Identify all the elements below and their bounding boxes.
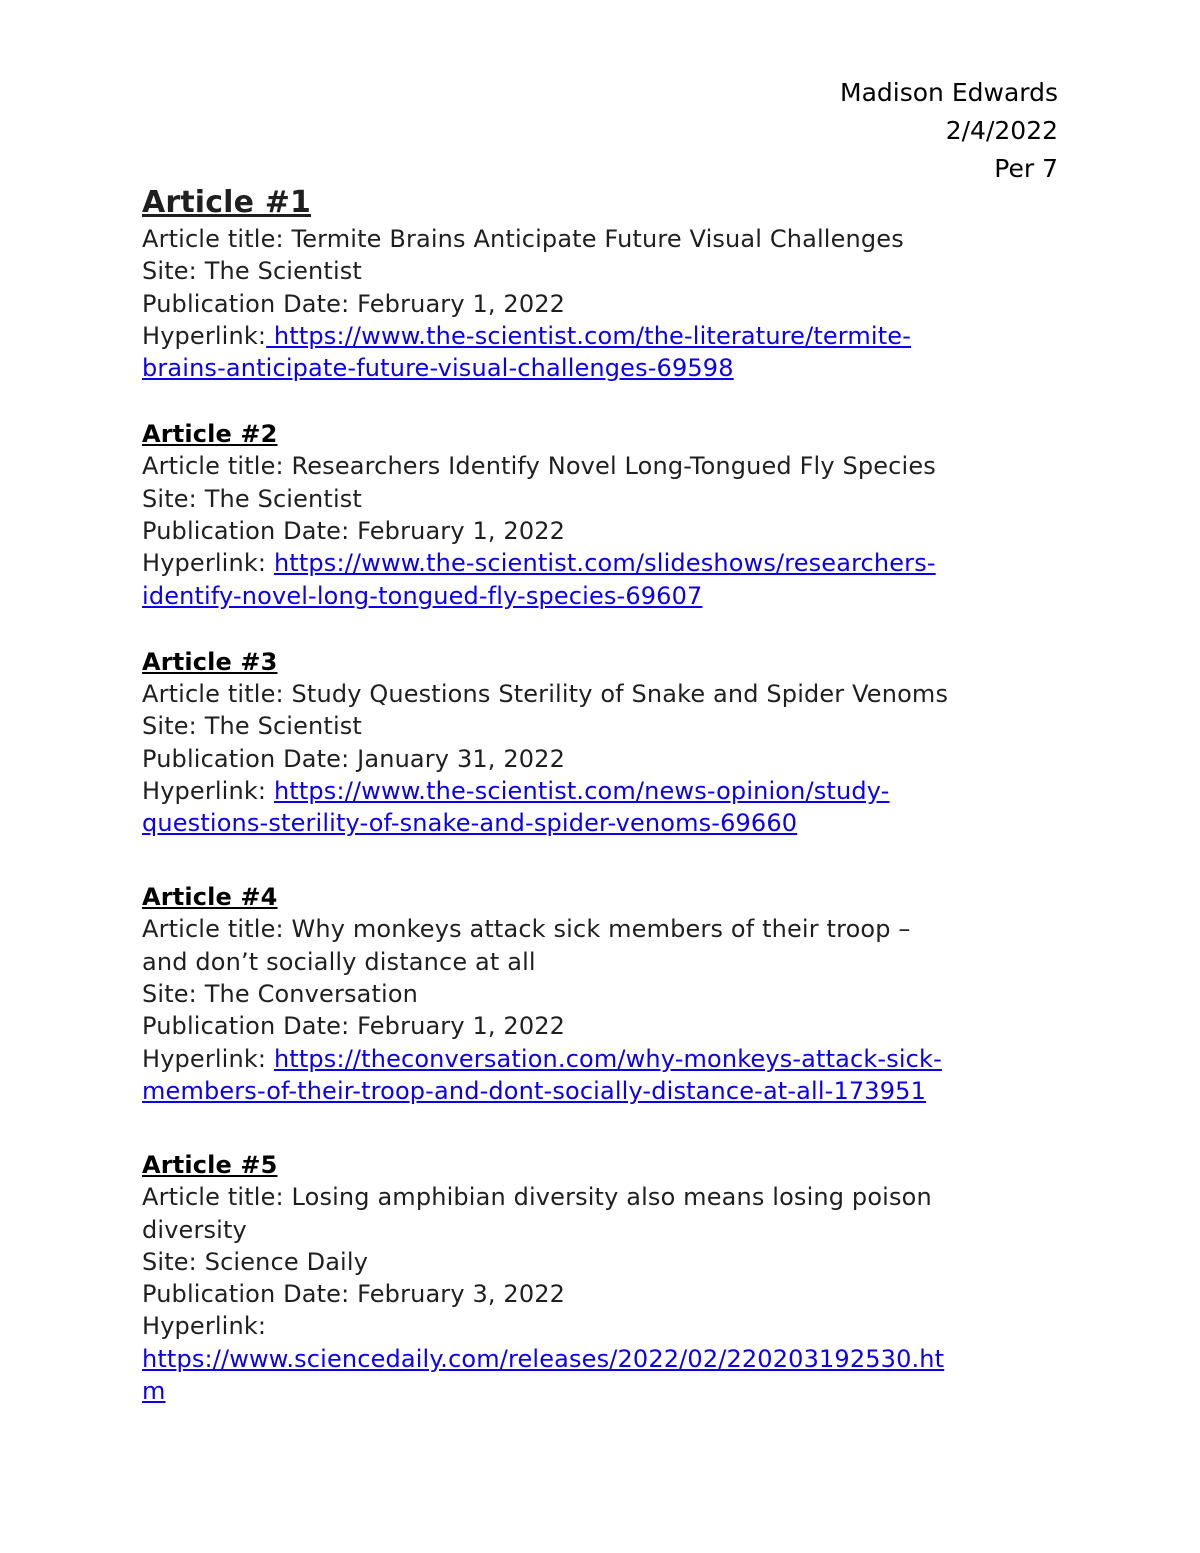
article-title-line <box>142 450 1062 482</box>
article-hyperlink-cont[interactable]: identify-novel-long-tongued-fly-species-69607 <box>142 581 703 610</box>
site-name: The Scientist <box>204 484 362 513</box>
publication-date: February 3, 2022 <box>357 1280 566 1309</box>
article-list <box>142 183 1062 1407</box>
article-entry-2 <box>142 418 1062 611</box>
site-name: The Scientist <box>204 712 362 741</box>
article-hyperlink[interactable]: https://www.the-scientist.com/news-opinion/study- <box>273 776 890 805</box>
article-heading: Article #4 <box>142 883 278 912</box>
site-name: The Scientist <box>204 257 362 286</box>
article-link-continuation <box>142 1375 1062 1407</box>
hyperlink-label: Hyperlink: <box>142 549 274 578</box>
article-heading: Article #3 <box>142 647 278 676</box>
date-label: Publication Date: <box>142 517 358 546</box>
article-link-continuation <box>142 1075 1062 1107</box>
article-hyperlink[interactable]: https://www.the-scientist.com/the-literature/termite- <box>266 321 912 350</box>
article-entry-3 <box>142 646 1062 839</box>
article-title: Study Questions Sterility of Snake and Spider Venoms <box>291 679 949 708</box>
article-title: Losing amphibian diversity also means losing poison <box>291 1183 932 1212</box>
article-entry-5 <box>142 1149 1062 1407</box>
author-name: Madison Edwards <box>840 78 1058 107</box>
article-title-label: Article title: <box>142 452 292 481</box>
date-label: Publication Date: <box>142 1012 358 1041</box>
article-entry-4 <box>142 881 1062 1107</box>
date-label: Publication Date: <box>142 744 358 773</box>
article-link-line <box>142 547 1062 579</box>
article-heading: Article #1 <box>142 185 312 220</box>
article-link-continuation <box>142 352 1062 384</box>
publication-date: February 1, 2022 <box>357 1012 566 1041</box>
article-link-continuation <box>142 580 1062 612</box>
site-name: The Conversation <box>204 980 419 1009</box>
article-heading: Article #5 <box>142 1151 278 1180</box>
article-link-label-line: Hyperlink: <box>142 1312 267 1341</box>
article-site-line <box>142 1246 1062 1278</box>
article-date-line <box>142 743 1062 775</box>
article-link-line <box>142 1343 1062 1375</box>
site-label: Site: <box>142 980 205 1009</box>
publication-date: February 1, 2022 <box>357 289 566 318</box>
article-date-line <box>142 1278 1062 1310</box>
site-name: Science Daily <box>204 1247 369 1276</box>
article-hyperlink-cont[interactable]: questions-sterility-of-snake-and-spider-venoms-69660 <box>142 809 798 838</box>
article-title-line <box>142 223 1062 255</box>
site-label: Site: <box>142 257 205 286</box>
header-block <box>840 74 1058 188</box>
article-hyperlink[interactable]: https://theconversation.com/why-monkeys-attack-sick- <box>273 1044 942 1073</box>
hyperlink-label: Hyperlink: <box>142 321 267 350</box>
article-title-label: Article title: <box>142 679 292 708</box>
article-title-label: Article title: <box>142 915 292 944</box>
class-period: Per 7 <box>994 154 1058 183</box>
article-link-continuation <box>142 807 1062 839</box>
hyperlink-label: Hyperlink: <box>142 776 274 805</box>
article-site-line <box>142 710 1062 742</box>
article-link-line <box>142 320 1062 352</box>
article-title-line <box>142 678 1062 710</box>
article-entry-1 <box>142 183 1062 384</box>
article-date-line <box>142 1010 1062 1042</box>
article-title: Why monkeys attack sick members of their troop – <box>291 915 911 944</box>
site-label: Site: <box>142 1247 205 1276</box>
article-title-label: Article title: <box>142 225 292 253</box>
article-hyperlink[interactable]: https://www.the-scientist.com/slideshows/researchers- <box>273 549 936 578</box>
article-hyperlink-cont[interactable]: members-of-their-troop-and-dont-socially-distance-at-all-173951 <box>142 1076 926 1105</box>
site-label: Site: <box>142 484 205 513</box>
date-label: Publication Date: <box>142 1280 358 1309</box>
article-link-line <box>142 1043 1062 1075</box>
article-site-line <box>142 255 1062 287</box>
article-title: Termite Brains Anticipate Future Visual Challenges <box>291 225 904 253</box>
article-title-continuation: and don’t socially distance at all <box>142 947 536 976</box>
article-hyperlink-cont[interactable]: brains-anticipate-future-visual-challenges-69598 <box>142 354 734 383</box>
site-label: Site: <box>142 712 205 741</box>
article-heading: Article #2 <box>142 420 278 449</box>
article-date-line <box>142 288 1062 320</box>
article-title-line <box>142 913 1062 945</box>
article-hyperlink[interactable]: https://www.sciencedaily.com/releases/2022/02/220203192530.ht <box>142 1344 945 1373</box>
article-title-line <box>142 1181 1062 1213</box>
article-title: Researchers Identify Novel Long-Tongued Fly Species <box>291 452 936 481</box>
publication-date: February 1, 2022 <box>357 517 566 546</box>
article-hyperlink-cont[interactable]: m <box>142 1377 166 1406</box>
article-link-line <box>142 775 1062 807</box>
publication-date: January 31, 2022 <box>357 744 566 773</box>
article-title-continuation: diversity <box>142 1215 247 1244</box>
header-date: 2/4/2022 <box>945 116 1058 145</box>
article-site-line <box>142 978 1062 1010</box>
article-title-label: Article title: <box>142 1183 292 1212</box>
date-label: Publication Date: <box>142 289 358 318</box>
hyperlink-label: Hyperlink: <box>142 1044 274 1073</box>
article-site-line <box>142 483 1062 515</box>
article-date-line <box>142 515 1062 547</box>
